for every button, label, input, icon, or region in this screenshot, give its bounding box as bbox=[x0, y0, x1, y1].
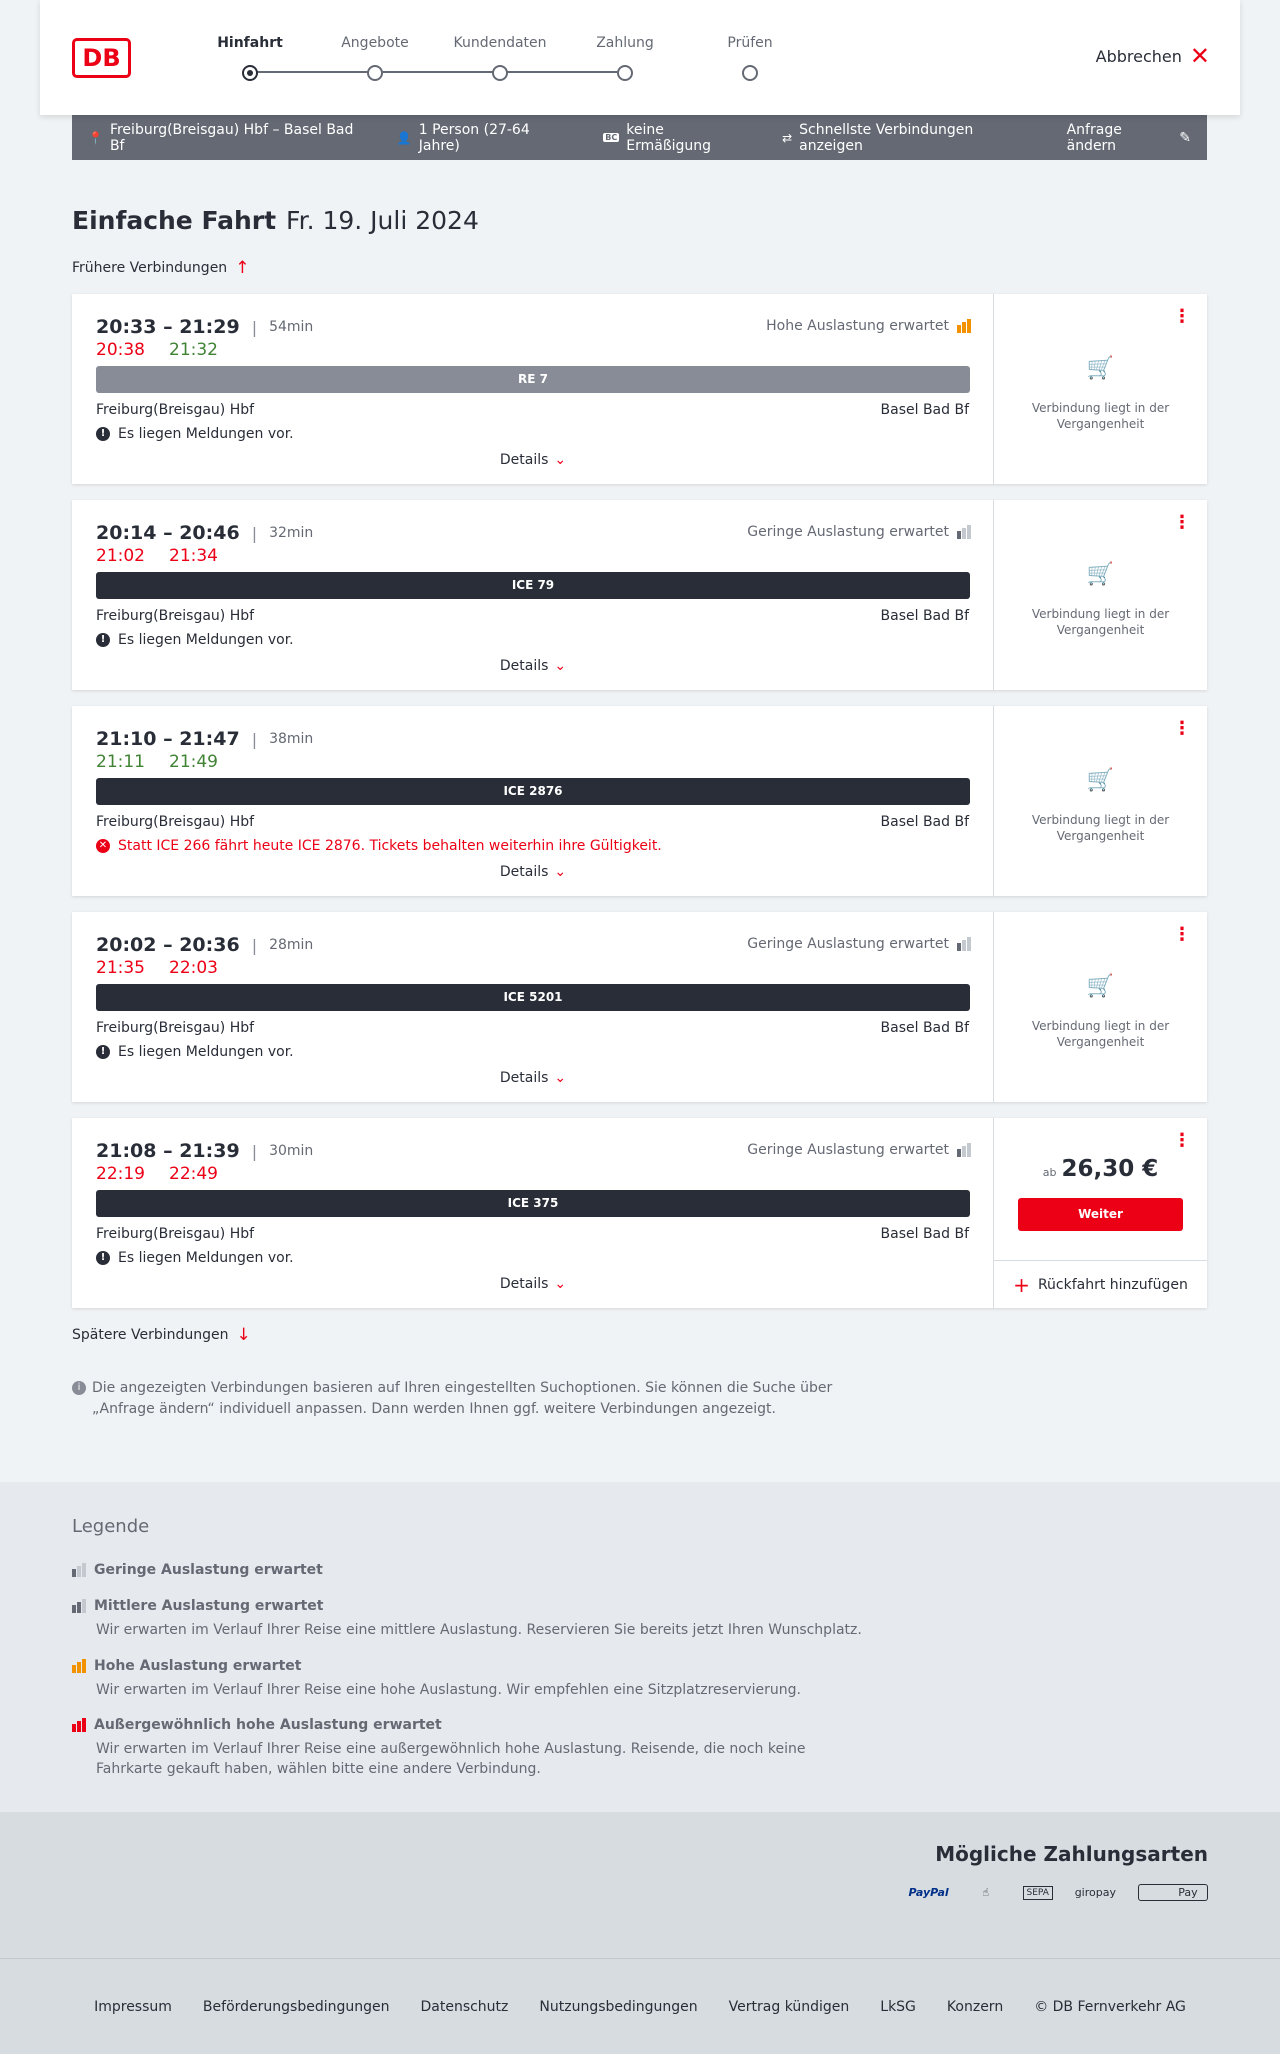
progress-steps bbox=[210, 35, 773, 85]
departure-station: Freiburg(Breisgau) Hbf bbox=[96, 1020, 255, 1036]
arrival-station: Basel Bad Bf bbox=[880, 1020, 969, 1036]
swap-icon: ⇄ bbox=[782, 130, 793, 145]
details-toggle[interactable] bbox=[72, 1070, 994, 1086]
connection-info bbox=[72, 294, 994, 484]
footer-link-konzern[interactable]: Konzern bbox=[946, 1998, 1004, 2015]
cart-unavailable-icon: 🛒 bbox=[1086, 768, 1115, 793]
error-icon: ✕ bbox=[96, 839, 110, 853]
later-connections-link[interactable] bbox=[72, 1325, 251, 1345]
more-options-icon[interactable]: ⋮ bbox=[1173, 306, 1191, 327]
discount-label: keine Ermäßigung bbox=[626, 121, 712, 154]
message-text: Es liegen Meldungen vor. bbox=[118, 1044, 294, 1060]
trip-date: Fr. 19. Juli 2024 bbox=[286, 206, 479, 235]
step-dot bbox=[242, 65, 258, 81]
details-label: Details bbox=[499, 658, 549, 674]
legend-heading: Geringe Auslastung erwartet bbox=[94, 1562, 323, 1578]
details-label: Details bbox=[499, 1276, 549, 1292]
alert-icon: ! bbox=[96, 633, 110, 647]
note-text: Die angezeigten Verbindungen basieren auf Ihren eingestellten Suchoptionen. Sie können die Suche über „Anfrage ändern“ individuell anpassen. Dann werden Ihnen ggf. weitere Verbindungen angezeigt. bbox=[92, 1380, 833, 1417]
past-connection-text: Verbindung liegt in der Vergangenheit bbox=[1031, 607, 1170, 637]
alert-icon: ! bbox=[96, 1045, 110, 1059]
connection-info bbox=[72, 500, 994, 690]
footer bbox=[0, 1958, 1280, 2054]
message-notice bbox=[96, 426, 294, 442]
occupancy-low-icon bbox=[72, 1563, 86, 1577]
cart-unavailable-icon: 🛒 bbox=[1086, 562, 1115, 587]
legend-item-low bbox=[72, 1562, 323, 1578]
earlier-label: Frühere Verbindungen bbox=[72, 260, 228, 276]
occupancy-medium-icon bbox=[72, 1599, 86, 1613]
details-label: Details bbox=[499, 452, 549, 468]
realtime-times bbox=[96, 546, 218, 566]
past-connection-text: Verbindung liegt in der Vergangenheit bbox=[1031, 401, 1170, 431]
add-return-button[interactable] bbox=[994, 1260, 1207, 1308]
step-label: Kundendaten bbox=[453, 35, 547, 51]
occupancy-low-icon bbox=[957, 1143, 971, 1157]
occupancy-info bbox=[747, 936, 971, 952]
occupancy-label: Geringe Auslastung erwartet bbox=[747, 524, 949, 540]
change-label: Anfrage ändern bbox=[1066, 121, 1122, 154]
route-info bbox=[88, 122, 363, 154]
times-label: 21:08 – 21:39 bbox=[96, 1140, 240, 1162]
train-segment[interactable]: ICE 5201 bbox=[96, 984, 970, 1011]
pencil-icon: ✎ bbox=[1179, 129, 1191, 146]
close-icon: ✕ bbox=[1189, 42, 1210, 70]
past-connection-text: Verbindung liegt in der Vergangenheit bbox=[1031, 813, 1170, 843]
step-label: Prüfen bbox=[727, 35, 773, 51]
times-label: 20:14 – 20:46 bbox=[96, 522, 240, 544]
details-toggle[interactable] bbox=[72, 864, 994, 880]
legend-description: Wir erwarten im Verlauf Ihrer Reise eine mittlere Auslastung. Reservieren Sie bereits jetzt Ihren Wunschplatz. bbox=[96, 1622, 862, 1638]
legend-item-medium bbox=[72, 1598, 862, 1640]
occupancy-high-icon bbox=[72, 1659, 86, 1673]
duration: 32min bbox=[269, 525, 314, 541]
times-label: 21:10 – 21:47 bbox=[96, 728, 240, 750]
chevron-down-icon: ⌄ bbox=[554, 864, 567, 880]
realtime-departure: 21:11 bbox=[96, 752, 145, 772]
step-dot bbox=[367, 65, 383, 81]
realtime-times bbox=[96, 1164, 218, 1184]
step-label: Hinfahrt bbox=[217, 35, 283, 51]
details-toggle[interactable] bbox=[72, 1276, 994, 1292]
connection-card bbox=[72, 706, 1207, 896]
footer-link-datenschutz[interactable]: Datenschutz bbox=[420, 1998, 509, 2015]
alert-icon: ! bbox=[96, 427, 110, 441]
realtime-departure: 22:19 bbox=[96, 1164, 145, 1184]
message-notice bbox=[96, 632, 294, 648]
duration: 28min bbox=[269, 937, 314, 953]
legend-heading: Hohe Auslastung erwartet bbox=[94, 1658, 302, 1674]
apple-pay-icon bbox=[1138, 1884, 1208, 1901]
more-options-icon[interactable]: ⋮ bbox=[1173, 512, 1191, 533]
footer-link-befoerderungsbedingungen[interactable]: Beförderungsbedingungen bbox=[202, 1998, 390, 2015]
realtime-times bbox=[96, 340, 218, 360]
persons-label: 1 Person (27-64 Jahre) bbox=[418, 121, 530, 154]
footer-copyright: © DB Fernverkehr AG bbox=[1034, 1998, 1186, 2015]
connection-card bbox=[72, 500, 1207, 690]
schedule-times: 20:02 – 20:36 | 28min bbox=[96, 934, 314, 956]
change-request-button[interactable] bbox=[1067, 122, 1191, 154]
realtime-departure: 21:02 bbox=[96, 546, 145, 566]
realtime-departure: 20:38 bbox=[96, 340, 145, 360]
route-label: Freiburg(Breisgau) Hbf – Basel Bad Bf bbox=[109, 121, 354, 154]
continue-button[interactable]: Weiter bbox=[1018, 1198, 1183, 1231]
plus-icon: + bbox=[1013, 1272, 1030, 1297]
legend-description: Wir erwarten im Verlauf Ihrer Reise eine außergewöhnlich hohe Auslastung. Reisende, die noch keine Fahrkarte gekauft haben, wählen bitte eine andere Verbindung. bbox=[96, 1741, 806, 1777]
occupancy-low-icon bbox=[957, 937, 971, 951]
offer-panel bbox=[994, 1118, 1207, 1308]
schedule-times: 21:10 – 21:47 | 38min bbox=[96, 728, 314, 750]
duration: 38min bbox=[269, 731, 314, 747]
departure-station: Freiburg(Breisgau) Hbf bbox=[96, 608, 255, 624]
chevron-down-icon: ⌄ bbox=[554, 658, 567, 674]
arrival-station: Basel Bad Bf bbox=[880, 402, 969, 418]
duration: 54min bbox=[269, 319, 314, 335]
train-segment[interactable]: RE 7 bbox=[96, 366, 970, 393]
more-options-icon[interactable]: ⋮ bbox=[1173, 718, 1191, 739]
occupancy-label: Geringe Auslastung erwartet bbox=[747, 936, 949, 952]
schedule-times: 20:33 – 21:29 | 54min bbox=[96, 316, 314, 338]
progress-line bbox=[250, 71, 625, 73]
price-display bbox=[994, 1156, 1207, 1182]
occupancy-high-icon bbox=[957, 319, 971, 333]
contactless-card-icon: ☝ bbox=[982, 1886, 990, 1899]
occupancy-label: Hohe Auslastung erwartet bbox=[766, 318, 949, 334]
realtime-times bbox=[96, 958, 218, 978]
giropay-icon: giropay bbox=[1074, 1886, 1116, 1899]
times-label: 20:02 – 20:36 bbox=[96, 934, 240, 956]
schedule-times: 21:08 – 21:39 | 30min bbox=[96, 1140, 314, 1162]
message-notice bbox=[96, 1250, 294, 1266]
message-notice bbox=[96, 1044, 294, 1060]
legend-heading: Außergewöhnlich hohe Auslastung erwartet bbox=[94, 1717, 442, 1733]
alert-icon: ! bbox=[96, 1251, 110, 1265]
legend-title: Legende bbox=[72, 1516, 150, 1537]
times-label: 20:33 – 21:29 bbox=[96, 316, 240, 338]
payment-methods bbox=[0, 1812, 1280, 1958]
details-toggle[interactable] bbox=[72, 452, 994, 468]
realtime-arrival: 22:03 bbox=[169, 958, 218, 978]
realtime-arrival: 21:32 bbox=[169, 340, 218, 360]
payment-icons bbox=[909, 1884, 1208, 1901]
realtime-times bbox=[96, 752, 218, 772]
persons-info bbox=[397, 122, 570, 154]
search-info-note bbox=[72, 1378, 852, 1420]
cancel-button[interactable] bbox=[1095, 42, 1210, 70]
step-pruefen bbox=[695, 35, 805, 81]
connection-info bbox=[72, 1118, 994, 1308]
footer-link-impressum[interactable]: Impressum bbox=[94, 1998, 172, 2015]
details-label: Details bbox=[499, 864, 549, 880]
apple-pay-label: Pay bbox=[1178, 1886, 1198, 1899]
realtime-arrival: 21:49 bbox=[169, 752, 218, 772]
fastest-label: Schnellste Verbindungen anzeigen bbox=[799, 121, 974, 154]
realtime-departure: 21:35 bbox=[96, 958, 145, 978]
page-title bbox=[72, 206, 479, 235]
add-return-label: Rückfahrt hinzufügen bbox=[1037, 1276, 1188, 1293]
discount-info bbox=[603, 122, 748, 154]
paypal-icon: PayPal bbox=[908, 1886, 949, 1899]
connection-info bbox=[72, 706, 994, 896]
realtime-arrival: 22:49 bbox=[169, 1164, 218, 1184]
step-kundendaten bbox=[445, 35, 555, 81]
location-pin-icon: 📍 bbox=[88, 130, 103, 145]
occupancy-extreme-icon bbox=[72, 1718, 86, 1732]
arrow-down-icon: ↓ bbox=[236, 1325, 251, 1345]
cancel-label: Abbrechen bbox=[1095, 46, 1182, 66]
details-toggle[interactable] bbox=[72, 658, 994, 674]
step-label: Zahlung bbox=[596, 35, 654, 51]
trip-type: Einfache Fahrt bbox=[72, 206, 277, 235]
departure-station: Freiburg(Breisgau) Hbf bbox=[96, 1226, 255, 1242]
search-summary-bar bbox=[72, 115, 1207, 160]
past-connection-text: Verbindung liegt in der Vergangenheit bbox=[1031, 1019, 1170, 1049]
departure-station: Freiburg(Breisgau) Hbf bbox=[96, 814, 255, 830]
price-prefix: ab bbox=[1042, 1166, 1057, 1179]
realtime-arrival: 21:34 bbox=[169, 546, 218, 566]
cart-unavailable-icon: 🛒 bbox=[1086, 974, 1115, 999]
payment-title: Mögliche Zahlungsarten bbox=[935, 1842, 1208, 1866]
occupancy-label: Geringe Auslastung erwartet bbox=[747, 1142, 949, 1158]
legend-item-extreme bbox=[72, 1717, 872, 1779]
occupancy-low-icon bbox=[957, 525, 971, 539]
disruption-notice bbox=[96, 838, 662, 854]
message-text: Es liegen Meldungen vor. bbox=[118, 632, 294, 648]
duration: 30min bbox=[269, 1143, 314, 1159]
legend-heading: Mittlere Auslastung erwartet bbox=[94, 1598, 324, 1614]
train-segment[interactable]: ICE 79 bbox=[96, 572, 970, 599]
step-zahlung bbox=[570, 35, 680, 81]
step-dot bbox=[742, 65, 758, 81]
offer-panel bbox=[994, 912, 1207, 1102]
train-segment[interactable]: ICE 2876 bbox=[96, 778, 970, 805]
chevron-down-icon: ⌄ bbox=[554, 452, 567, 468]
arrival-station: Basel Bad Bf bbox=[880, 608, 969, 624]
step-dot bbox=[617, 65, 633, 81]
message-text: Es liegen Meldungen vor. bbox=[118, 1250, 294, 1266]
footer-link-nutzungsbedingungen[interactable]: Nutzungsbedingungen bbox=[539, 1998, 698, 2015]
details-label: Details bbox=[499, 1070, 549, 1086]
connection-info bbox=[72, 912, 994, 1102]
sepa-icon: SEPA bbox=[1023, 1886, 1053, 1900]
cart-unavailable-icon: 🛒 bbox=[1086, 356, 1115, 381]
offer-panel bbox=[994, 294, 1207, 484]
occupancy-info bbox=[766, 318, 971, 334]
bahncard-icon: BC bbox=[605, 133, 618, 142]
booking-header bbox=[40, 0, 1240, 115]
earlier-connections-link[interactable] bbox=[72, 258, 249, 278]
fastest-connections-toggle[interactable] bbox=[782, 122, 1033, 154]
info-icon: i bbox=[72, 1381, 86, 1395]
chevron-down-icon: ⌄ bbox=[554, 1276, 567, 1292]
arrival-station: Basel Bad Bf bbox=[880, 814, 969, 830]
connection-card bbox=[72, 294, 1207, 484]
train-segment[interactable]: ICE 375 bbox=[96, 1190, 970, 1217]
message-text: Statt ICE 266 fährt heute ICE 2876. Tickets behalten weiterhin ihre Gültigkeit. bbox=[118, 838, 662, 854]
step-label: Angebote bbox=[341, 35, 409, 51]
message-text: Es liegen Meldungen vor. bbox=[118, 426, 294, 442]
occupancy-info bbox=[747, 1142, 971, 1158]
step-angebote bbox=[320, 35, 430, 81]
arrow-up-icon: ↑ bbox=[235, 258, 250, 278]
arrival-station: Basel Bad Bf bbox=[880, 1226, 969, 1242]
footer-link-vertrag-kuendigen[interactable]: Vertrag kündigen bbox=[728, 1998, 850, 2015]
step-dot bbox=[492, 65, 508, 81]
more-options-icon[interactable]: ⋮ bbox=[1173, 1130, 1191, 1151]
footer-link-lksg[interactable]: LkSG bbox=[880, 1998, 916, 2015]
connection-card bbox=[72, 1118, 1207, 1308]
offer-panel bbox=[994, 500, 1207, 690]
later-label: Spätere Verbindungen bbox=[72, 1327, 229, 1343]
legend-item-high bbox=[72, 1658, 801, 1700]
legend-description: Wir erwarten im Verlauf Ihrer Reise eine hohe Auslastung. Wir empfehlen eine Sitzplatzreservierung. bbox=[96, 1682, 801, 1698]
price-amount: 26,30 € bbox=[1061, 1156, 1159, 1182]
schedule-times: 20:14 – 20:46 | 32min bbox=[96, 522, 314, 544]
step-hinfahrt bbox=[195, 35, 305, 81]
more-options-icon[interactable]: ⋮ bbox=[1173, 924, 1191, 945]
offer-panel bbox=[994, 706, 1207, 896]
db-logo[interactable]: DB bbox=[72, 38, 131, 78]
occupancy-legend bbox=[0, 1482, 1280, 1812]
occupancy-info bbox=[747, 524, 971, 540]
departure-station: Freiburg(Breisgau) Hbf bbox=[96, 402, 255, 418]
connection-card bbox=[72, 912, 1207, 1102]
person-icon: 👤 bbox=[396, 130, 412, 145]
chevron-down-icon: ⌄ bbox=[554, 1070, 567, 1086]
